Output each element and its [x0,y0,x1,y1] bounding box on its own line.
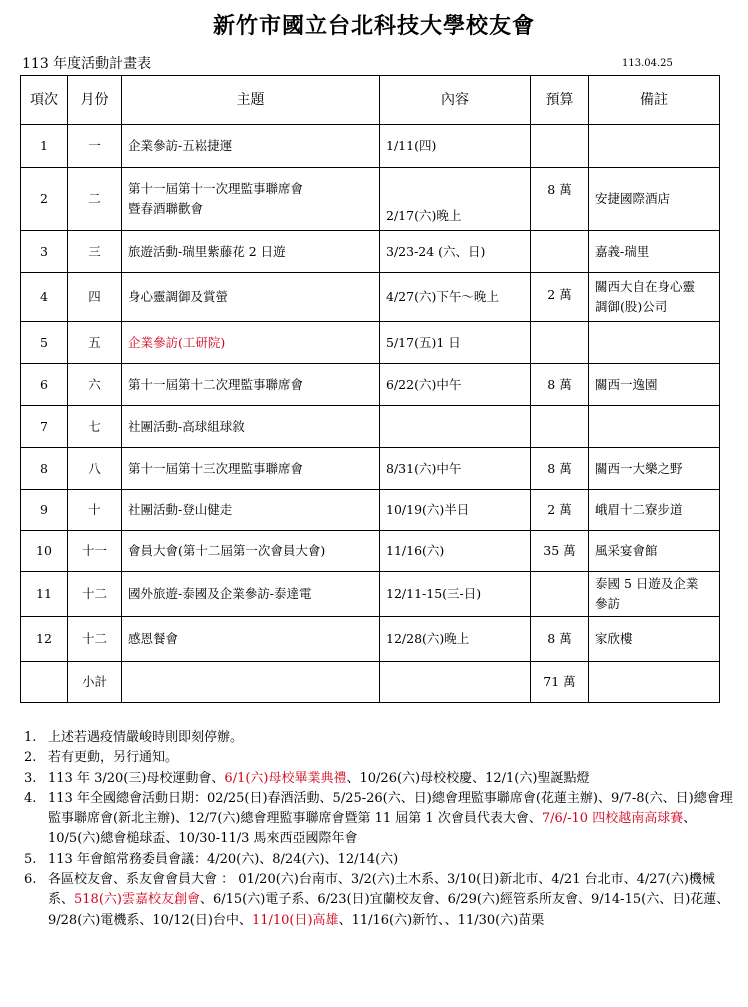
cell-month: 八 [68,448,122,490]
cell-topic: 社團活動-高球組球敘 [122,406,380,448]
subtotal-empty-cell [21,662,68,703]
note-item [24,748,739,768]
table-row [21,364,720,406]
subtotal-empty-cell [589,662,720,703]
cell-month: 二 [68,168,122,231]
cell-no: 2 [21,168,68,231]
subtotal-budget: 71 萬 [531,662,589,703]
cell-month: 五 [68,322,122,364]
cell-topic: 國外旅遊-泰國及企業參訪-泰達電 [122,572,380,617]
cell-topic: 企業參訪-五崧捷運 [122,125,380,168]
table-row [21,572,720,617]
note-item [24,870,739,931]
note-number: 5. [24,851,37,867]
cell-month: 三 [68,231,122,273]
table-row [21,448,720,490]
cell-budget: 8 萬 [531,448,589,490]
cell-content: 11/16(六) [380,531,531,572]
cell-topic: 社團活動-登山健走 [122,490,380,531]
table-subtitle: 113 年度活動計畫表 [22,56,152,72]
cell-budget [531,231,589,273]
document-title: 新竹市國立台北科技大學校友會 [212,14,535,39]
note-highlight-text: 7/6/-10 四校越南高球賽 [541,811,684,827]
note-text: 113 年會館常務委員會議：4/20(六)、8/24(六)、12/14(六) [48,851,399,867]
cell-content: 1/11(四) [380,125,531,168]
cell-note [589,406,720,448]
cell-topic: 感恩餐會 [122,617,380,662]
note-text: 、10/5(六)總會槌球盃、10/30-11/3 馬來西亞國際年會 [48,811,697,847]
table-row [21,125,720,168]
note-text: 113 年 3/20(三)母校運動會、 [48,770,225,786]
table-header-row [21,76,720,125]
cell-note: 關西大自在身心靈 調御(股)公司 [589,273,720,322]
cell-no: 1 [21,125,68,168]
column-header-no: 項次 [21,76,68,125]
note-text: 113 年全國總會活動日期：02/25(日)春酒活動、5/25-26(六、日)總會理監事聯席會(花蓮主辦)、9/7-8(六、日)總會理監事聯席會(新北主辦)、12/7(六)總會理監事聯席會暨第 11 屆第 1 次會員代表大會、 [48,790,733,827]
cell-note: 關西一逸園 [589,364,720,406]
cell-no: 3 [21,231,68,273]
cell-note [589,322,720,364]
cell-budget [531,125,589,168]
cell-no: 9 [21,490,68,531]
subtotal-row [21,662,720,703]
cell-budget: 8 萬 [531,364,589,406]
cell-no: 10 [21,531,68,572]
note-text: 各區校友會、系友會會員大會 ： 01/20(六)台南市、3/2(六)土木系、3/10(日)新北市、4/21 台北市、4/27(六)機械系、 [48,872,715,908]
column-header-month: 月份 [68,76,122,125]
cell-no: 4 [21,273,68,322]
cell-note: 嘉義-瑞里 [589,231,720,273]
cell-no: 12 [21,617,68,662]
cell-note: 峨眉十二寮步道 [589,490,720,531]
cell-budget: 8 萬 [531,617,589,662]
cell-note: 泰國 5 日遊及企業 參訪 [589,572,720,617]
column-header-budget: 預算 [531,76,589,125]
table-row [21,617,720,662]
column-header-topic: 主題 [122,76,380,125]
cell-note: 風采宴會館 [589,531,720,572]
note-number: 3. [24,770,37,786]
cell-budget: 2 萬 [531,273,589,322]
activity-plan-table [20,75,720,703]
cell-no: 11 [21,572,68,617]
subtotal-empty-cell [380,662,531,703]
note-number: 6. [24,872,37,888]
cell-topic: 企業參訪(工研院) [122,322,380,364]
note-highlight-text: 518(六)雲嘉校友創會 [74,892,200,908]
cell-budget [531,572,589,617]
cell-note: 家欣樓 [589,617,720,662]
cell-content: 10/19(六)半日 [380,490,531,531]
note-number: 4. [24,790,37,806]
cell-month: 十二 [68,572,122,617]
note-number: 2. [24,750,37,766]
cell-content [380,406,531,448]
note-text: 、10/26(六)母校校慶、12/1(六)聖誕點燈 [346,770,590,786]
cell-content: 12/11-15(三-日) [380,572,531,617]
cell-budget: 2 萬 [531,490,589,531]
note-text: 、6/15(六)電子系、6/23(日)宜蘭校友會、6/29(六)經管系所友會、9/14-15(六、日)花蓮、9/28(六)電機系、10/12(日)台中、 [48,892,730,928]
cell-content: 8/31(六)中午 [380,448,531,490]
subtotal-empty-cell [122,662,380,703]
column-header-content: 內容 [380,76,531,125]
note-item [24,850,739,870]
cell-content: 4/27(六)下午～晚上 [380,273,531,322]
notes-list [24,728,739,931]
table-row [21,531,720,572]
table-row [21,231,720,273]
cell-topic: 第十一屆第十一次理監事聯席會 暨春酒聯歡會 [122,168,380,231]
note-item [24,789,739,850]
cell-month: 四 [68,273,122,322]
cell-topic: 會員大會(第十二屆第一次會員大會) [122,531,380,572]
cell-month: 十一 [68,531,122,572]
cell-content: 3/23-24 (六、日) [380,231,531,273]
cell-note: 安捷國際酒店 [589,168,720,231]
note-item [24,728,739,748]
subtotal-label: 小計 [68,662,122,703]
cell-topic: 第十一屆第十二次理監事聯席會 [122,364,380,406]
table-row [21,168,720,231]
cell-content: 2/17(六)晚上 [380,168,531,231]
note-text: 、11/16(六)新竹、、11/30(六)苗栗 [338,912,545,928]
note-text: 上述若遇疫情嚴峻時則即刻停辦。 [48,730,244,745]
cell-note: 關西一大樂之野 [589,448,720,490]
cell-content: 6/22(六)中午 [380,364,531,406]
cell-budget: 35 萬 [531,531,589,572]
cell-topic: 旅遊活動-瑞里紫藤花 2 日遊 [122,231,380,273]
note-highlight-text: 11/10(日)高雄 [251,912,339,928]
cell-budget: 8 萬 [531,168,589,231]
note-item [24,769,739,789]
cell-topic: 第十一屆第十三次理監事聯席會 [122,448,380,490]
cell-month: 十 [68,490,122,531]
table-row [21,490,720,531]
cell-budget [531,322,589,364]
cell-topic: 身心靈調御及賞螢 [122,273,380,322]
cell-no: 7 [21,406,68,448]
note-highlight-text: 6/1(六)母校畢業典禮 [224,770,347,786]
cell-no: 8 [21,448,68,490]
cell-month: 一 [68,125,122,168]
table-row [21,406,720,448]
document-date: 113.04.25 [622,58,673,69]
column-header-note: 備註 [589,76,720,125]
cell-budget [531,406,589,448]
cell-content: 12/28(六)晚上 [380,617,531,662]
cell-no: 6 [21,364,68,406]
cell-month: 十二 [68,617,122,662]
table-row [21,322,720,364]
cell-note [589,125,720,168]
cell-content: 5/17(五)1 日 [380,322,531,364]
cell-no: 5 [21,322,68,364]
note-text: 若有更動，另行通知。 [48,750,179,766]
note-number: 1. [24,730,37,745]
cell-month: 六 [68,364,122,406]
cell-month: 七 [68,406,122,448]
table-row [21,273,720,322]
